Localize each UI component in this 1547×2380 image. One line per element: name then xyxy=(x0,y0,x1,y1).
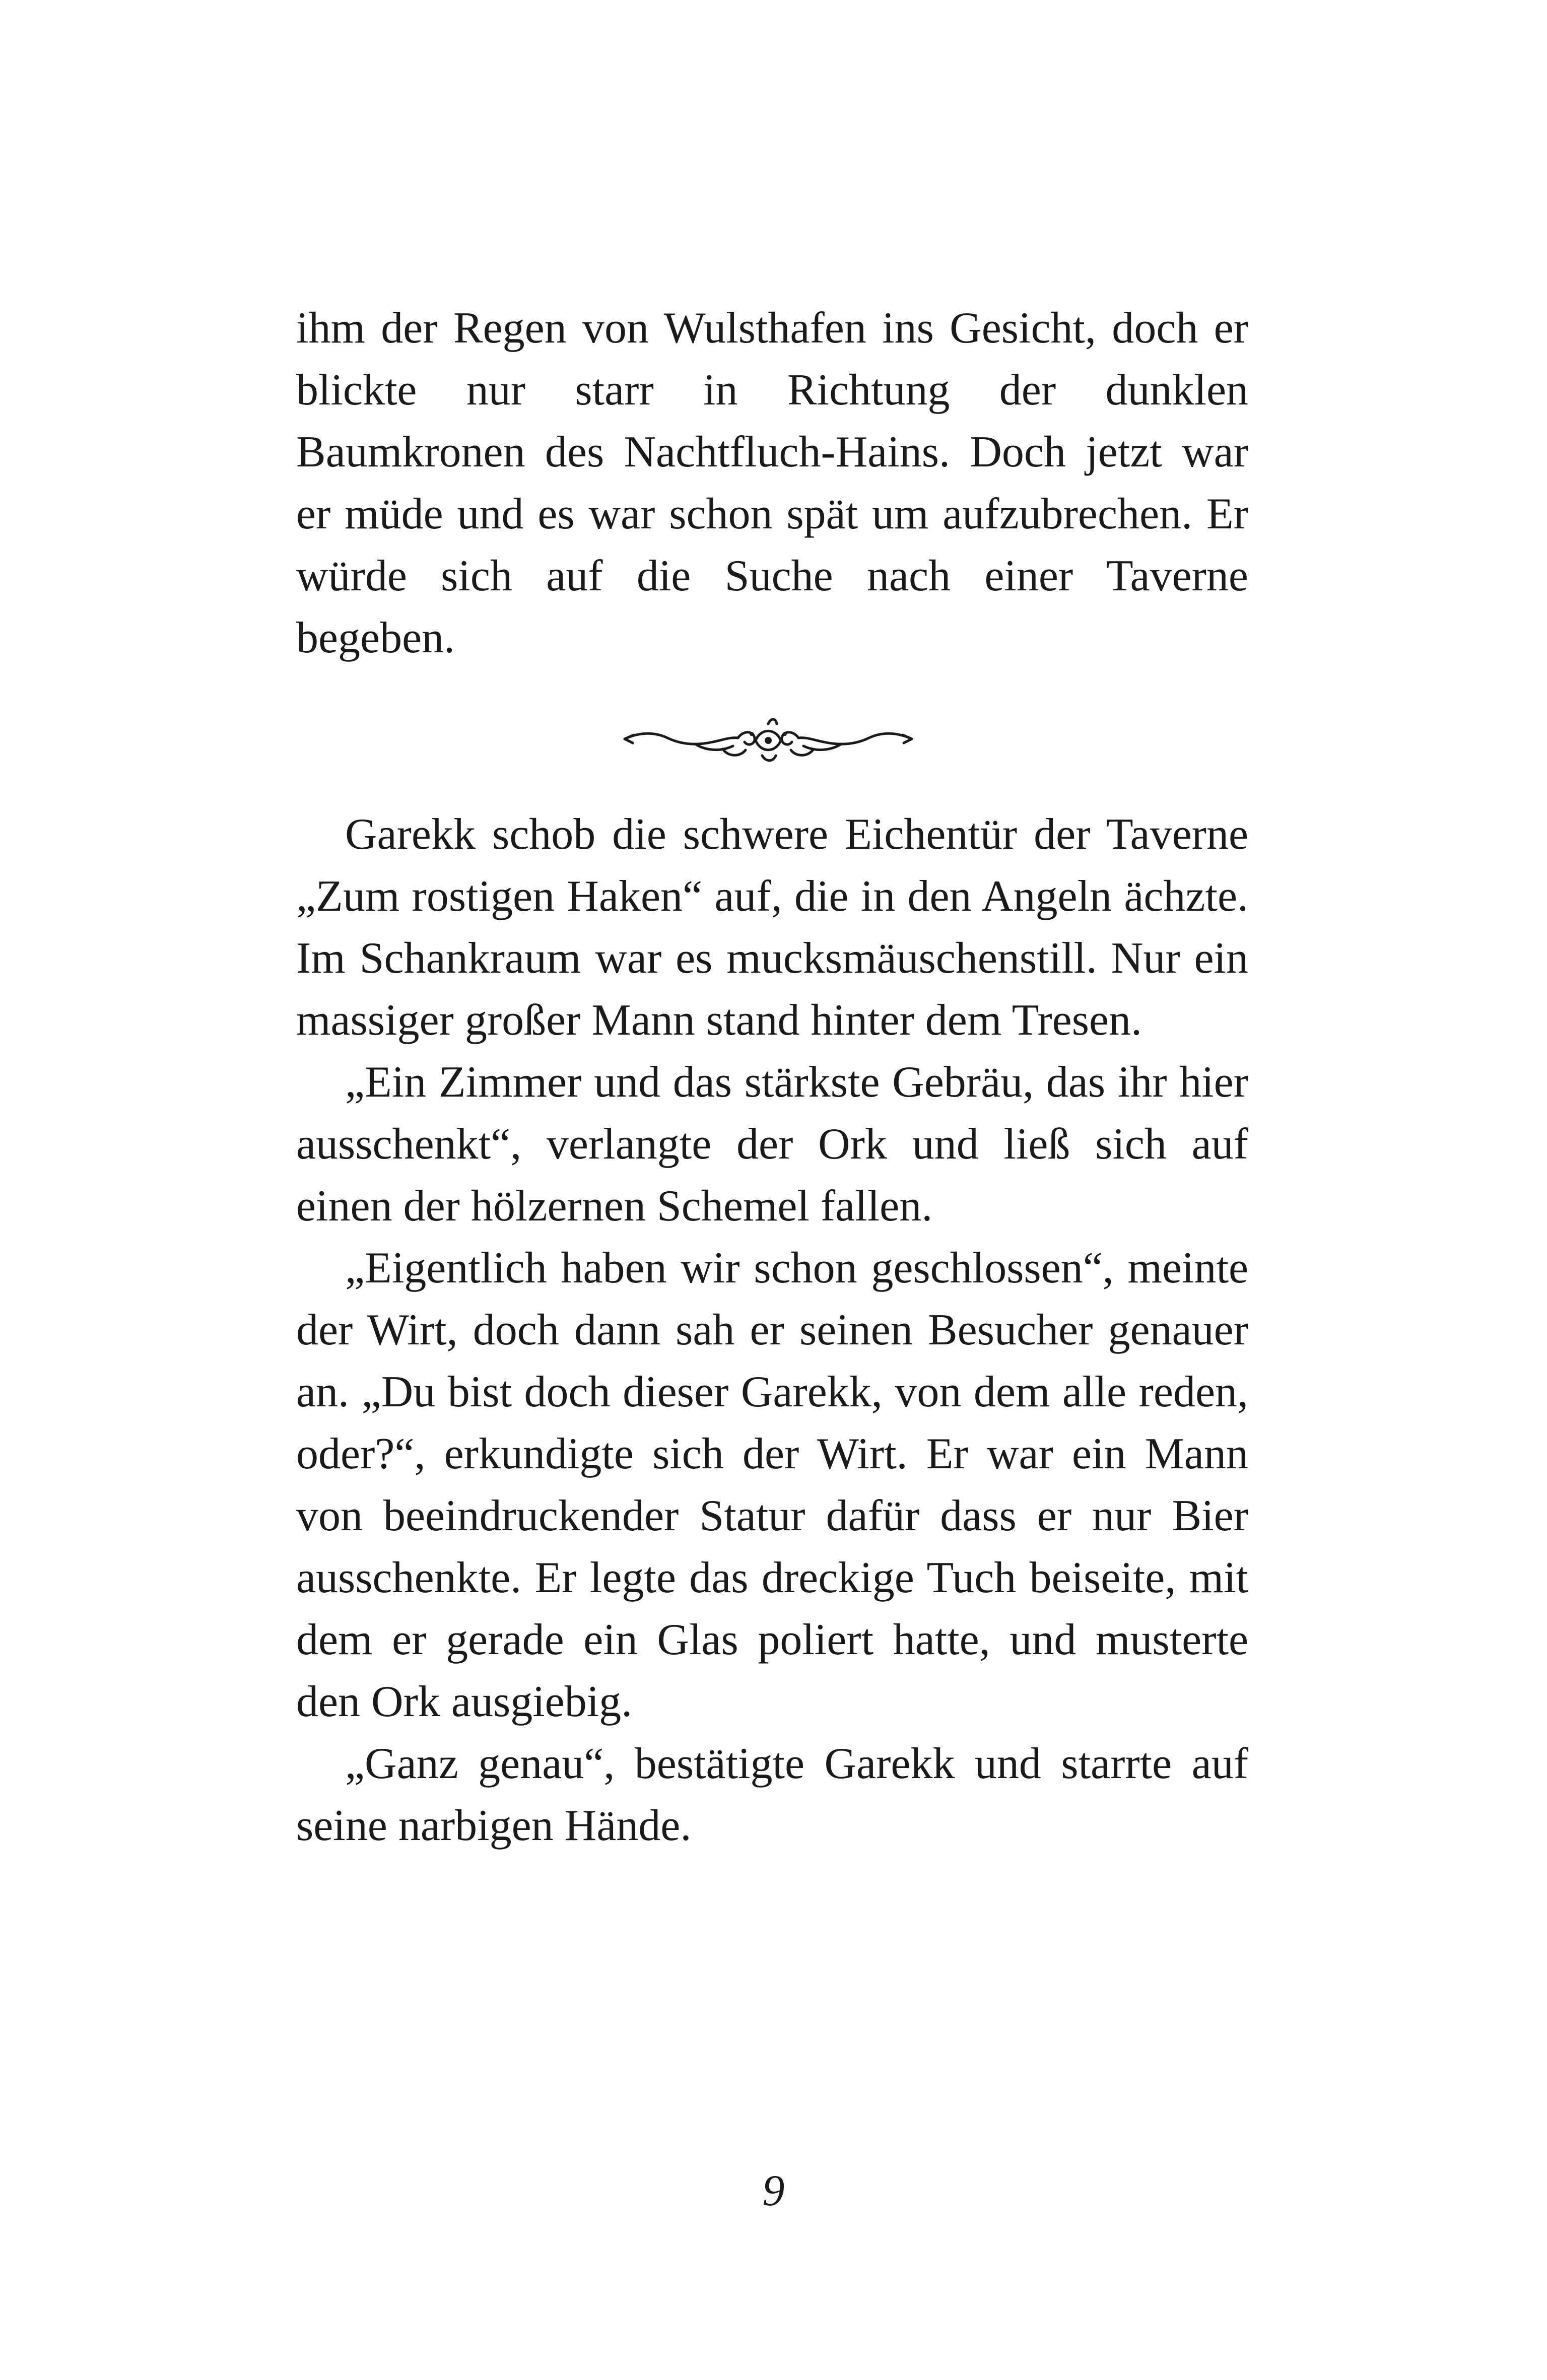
flourish-divider-icon xyxy=(620,713,917,768)
paragraph-block-continuation xyxy=(296,297,1248,669)
paragraph: „Eigentlich haben wir schon geschlossen“, meinte der Wirt, doch dann sah er seinen Besucher genauer an. „Du bist doch dieser Garekk, von dem alle reden, oder?“, erkundigte sich der Wirt. Er war ein Mann von beeindruckender Statur dafür dass er nur Bier ausschenkte. Er legte das dreckige Tuch beiseite, mit dem er gerade ein Glas poliert hatte, und musterte den Ork ausgiebig. xyxy=(296,1244,1248,1726)
paragraph: Garekk schob die schwere Eichentür der Taverne „Zum rostigen Haken“ auf, die in den Angeln ächzte. Im Schankraum war es mucksmäuschenstill. Nur ein massiger großer Mann stand hinter dem Tresen. xyxy=(296,810,1248,1045)
page-number: 9 xyxy=(762,2166,785,2215)
paragraph: „Ganz genau“, bestätigte Garekk und starrte auf seine narbigen Hände. xyxy=(296,1739,1248,1850)
paragraph-block-scene xyxy=(296,803,1248,1857)
paragraph: ihm der Regen von Wulsthafen ins Gesicht, doch er blickte nur starr in Richtung der dunklen Baumkronen des Nachtfluch-Hains. Doch jetzt war er müde und es war schon spät um aufzubrechen. Er würde sich auf die Suche nach einer Taverne begeben. xyxy=(296,304,1248,662)
paragraph: „Ein Zimmer und das stärkste Gebräu, das ihr hier ausschenkt“, verlangte der Ork und ließ sich auf einen der hölzernen Schemel fallen. xyxy=(296,1058,1248,1231)
